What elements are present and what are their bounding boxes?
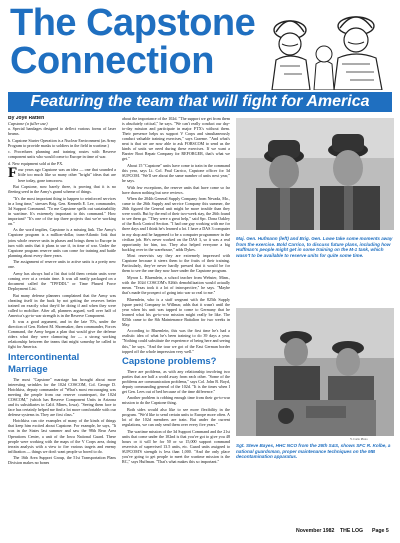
list-item: a. Special bandages designed to deflect various forms of laser beams.: [8, 126, 116, 137]
photo-officers: [236, 118, 394, 230]
paragraph: The most "Capstone" marriage has brought about more interesting wrinkles for the 102d COSCOM, Col. George D. Hotchkiss, deputy commander of "What's most encouraging was meeting the people from our reserve counterpart, the 102d COSCOM," (which has Reserve Component Units in Arizona and its subsidiaries in Calif. Mines, Iowa). "Seeing them face to face has certainly helped me find a lot more comfortable with our defense systems in. They are first class.": [8, 376, 116, 417]
photo-maintenance: [236, 308, 394, 436]
headline-text: Featuring the team that will fight for America: [30, 93, 370, 110]
paragraph: About 15 "Capstone" units have come to train in the command this year, says Lt. Col. Paul Carrico, Capstone officer for 3d SUPCOM. "We'll see about the same number of units next year," he says.: [122, 162, 230, 184]
list-item: c. Procedures planning and training routes with Reserve component units who would come to Europe in time of war.: [8, 149, 116, 160]
article-column-1: [8, 116, 116, 526]
page-title: [10, 4, 270, 80]
cartoon-soldiers-illustration: [262, 4, 392, 90]
title-line-1: The Capstone: [10, 2, 256, 44]
paragraph: It was a good argument, and in the late 70's, under the direction of Gen. Robert M. Shoemaker, then commander, Forces Command, the Army began a plan that would give the defense riders what they were clamoring for — a strong working relationship between the teams that might someday be called to fight for America.: [8, 319, 116, 350]
paragraph: But Capstone, now barely three, is proving that it is no fleeting seed in the Army's grand scheme of things.: [8, 184, 116, 195]
paragraph: But many defense planners complained that the Army was cheating itself in the back by not getting the reserves better trained on exactly what they'd be doing if and when they were called to mobilize. After all, planners argued, well over half of America's go-to-war strength is in the Reserve Component.: [8, 292, 116, 318]
photo-caption-2: Sgt. Steve Bayes, HHC NCO from the 26th S&S, shows SFC R. Kolbe, a national guardsman, proper maintenance techniques on the MB decontamination apparatus.: [236, 443, 391, 460]
paragraph: When the 204th General Supply Company from Nevada, Mo., came to the 26th Supply and service Company this summer, the 26th figured the General unit might be more trouble than they were worth. But by the end of their two-week stay, the 26th found to see them go. "They were a great help," said Spc. Dona Oakley of the Rock Control Section. "I had one guy working with me for three days and I think he's learned a lot. I have a DAS 3 computer in my shop and he happened to be a computer programmer in the civilian job. He's never worked on the DAS 3, so it was a real opportunity for him, too. They also helped everyone a big backlog over in the warehouse," adds Dykes.: [122, 196, 230, 252]
paragraph: According to Bluemlein, this was the first time he's had a realistic idea of what he's been training to do 39 days a year. "Nothing could substitute the experience of being here and seeing this," he says. "And the tour we got of the East German border topped off the whole impression very well.": [122, 328, 230, 354]
article-column-2: [122, 116, 230, 526]
paragraph: The wartime mission of the 3d Support Command and the 21st units that come under the 102nd is that you've got to give you 48 hours or it will be for 50 or so 15,000 support command reservists of supervised 13.5 units, etc. Guard units assigned to SUPCOM'S strength is less than 1,000. "And the only place you've going to get people to meet the wartime mission is the RC," says Huffman. "That's what makes this so important.": [122, 428, 230, 464]
lead-paragraph: Four years ago Capstone was an idea — one that sounded a little too much like so many other "bright" ideas that are here today, gone tomorrow.: [8, 165, 116, 183]
paragraph: Another problem is robbing enough time from their go-to-war mission to do the Capstone thing.: [122, 395, 230, 406]
list-item: b. Capstone Starter Operation is a Nuclear Environment (as Army Program to provide masks to soldiers in the field in wartime.): [8, 137, 116, 148]
subhead-capstone-problems: Capstone problems?: [122, 355, 217, 367]
paragraph: As the word implies, Capstone is a missing link. The Army's Capstone program is a million-dollar, trans-Atlantic link that joins whole reserve units in phases and brings them to Europe in turn with units that it plans to use if, in time of war. Under the Capstone program reserve units can come for training and battle planning about every three years.: [8, 227, 116, 258]
footer-date: November 1982: [296, 528, 335, 534]
paragraph: Bluemlein, who is a staff sergeant with the 825th Supply (spare parts) Company in Willmar, adds that it wasn't until the year when his unit was tapped to come to Germany that he learned what his go-to-war mission might really be like. The 825th came to the 8th Maintenance Battalion for two weeks in May.: [122, 296, 230, 327]
paragraph: Both sides would also like to see more flexibility in the program. "We'd like to send certain units to Europe more often. A lot of the 102d members are train. But under the current regulations, we can only send them over every five years.": [122, 406, 230, 428]
paragraph: Most reservists say they are extremely impressed with Capstone because it steers them to the fruits of their training. Particularly, they've never hardly pressed that it would be for them to see the one they now have under the Capstone program.: [122, 253, 230, 274]
paragraph: The assignment of reserve units to active units is a pretty new one.: [8, 259, 116, 270]
byline-role: Capstone (a fuller use): [8, 121, 48, 127]
paragraph: There are problems, as with any relationship involving two parties that are half a world away from each other. "Some of the problems are communication problems," says Col. John B. Boyd, deputy commanding general of the 102d. "It is the times when I get Gen. Lees out of bed because of the time difference.": [122, 368, 230, 394]
photo-caption-1: Maj. Gen. Hufmann (left) and Brig. Gen. Lowe take some moments away from the exercise. Bold Carrico, to discuss future plans, including how Huffman's people might get in some training on the M-1 tank, which wasn't to be available to reserve units for quite some time.: [236, 236, 393, 258]
paragraph: "It's the most important thing to happen to reinforced services in a long time," stresses Brig. Gen. Kenneth E. Lee, commander, 3d Support Command. "To me Capstone spells out sustainability in wartime. It's extremely important to this command." How important? "It's one of the top three projects that we're working on.": [8, 195, 116, 226]
photo-credit: Y. Carlo Photo: [350, 437, 368, 441]
paragraph: The 16th Area Support Group, the 51st Transportation Plans Division makes no bones: [8, 455, 116, 466]
footer-magazine: THE LOG: [340, 528, 364, 534]
byline-author: By Joye Ratten: [8, 116, 45, 121]
paragraph: Myron L. Bluemlein, a school teacher from Webster, Minn., with the 102d COSCOM's 826th demobilization would actually mean. "Texas took it a lot of introspective," he says. "Maybe that's made the prospect of going into war so real to me.": [122, 274, 230, 296]
footer-page-number: Page 5: [372, 528, 389, 534]
list-item: d. New equipment sold at the PX.: [8, 160, 64, 166]
paragraph: With few exceptions, the reserve units that have come so far have drawn nothing but rave reviews.: [122, 184, 230, 195]
subhead-intercontinental: Intercontinental Marriage: [8, 351, 80, 375]
paragraph: Hotchkiss can cite examples of many of the kinds of things that keep him excited about Capstone. For example, he says, "It was in the States last summer and saw the 98th Rear Area Operations Center, a unit of the Iowa National Guard. These people were working with the maps of the V Corps area, doing terrain analysis with a view to fire various targets and enemy infiltration — things we don't want people so bored to do.: [8, 418, 116, 454]
drop-cap: F: [8, 165, 18, 182]
headline-banner: [8, 92, 392, 112]
paragraph: about the importance of the 102d. "The support we get from them is absolutely critical," he says. "We can't really conduct our day-to-day mission and participate in major FTX's without them. Their presence helps us support V Corps and simultaneously conduct valuable training exercises," says Graeme. "And what's neat is that we are now able to ask FORSCOM to send us the kinds of units we need during these exercises. If we want a Barrier Boot Repair Company for REFORGER, that's what we get.": [122, 116, 230, 162]
title-line-2: Connection: [10, 40, 214, 82]
paragraph: Army has always had a list that told them certain units were coming over at a certain time. It was all neatly packaged on a document called the "TPFDDL" or Time Phased Force Deployment List.: [8, 270, 116, 291]
